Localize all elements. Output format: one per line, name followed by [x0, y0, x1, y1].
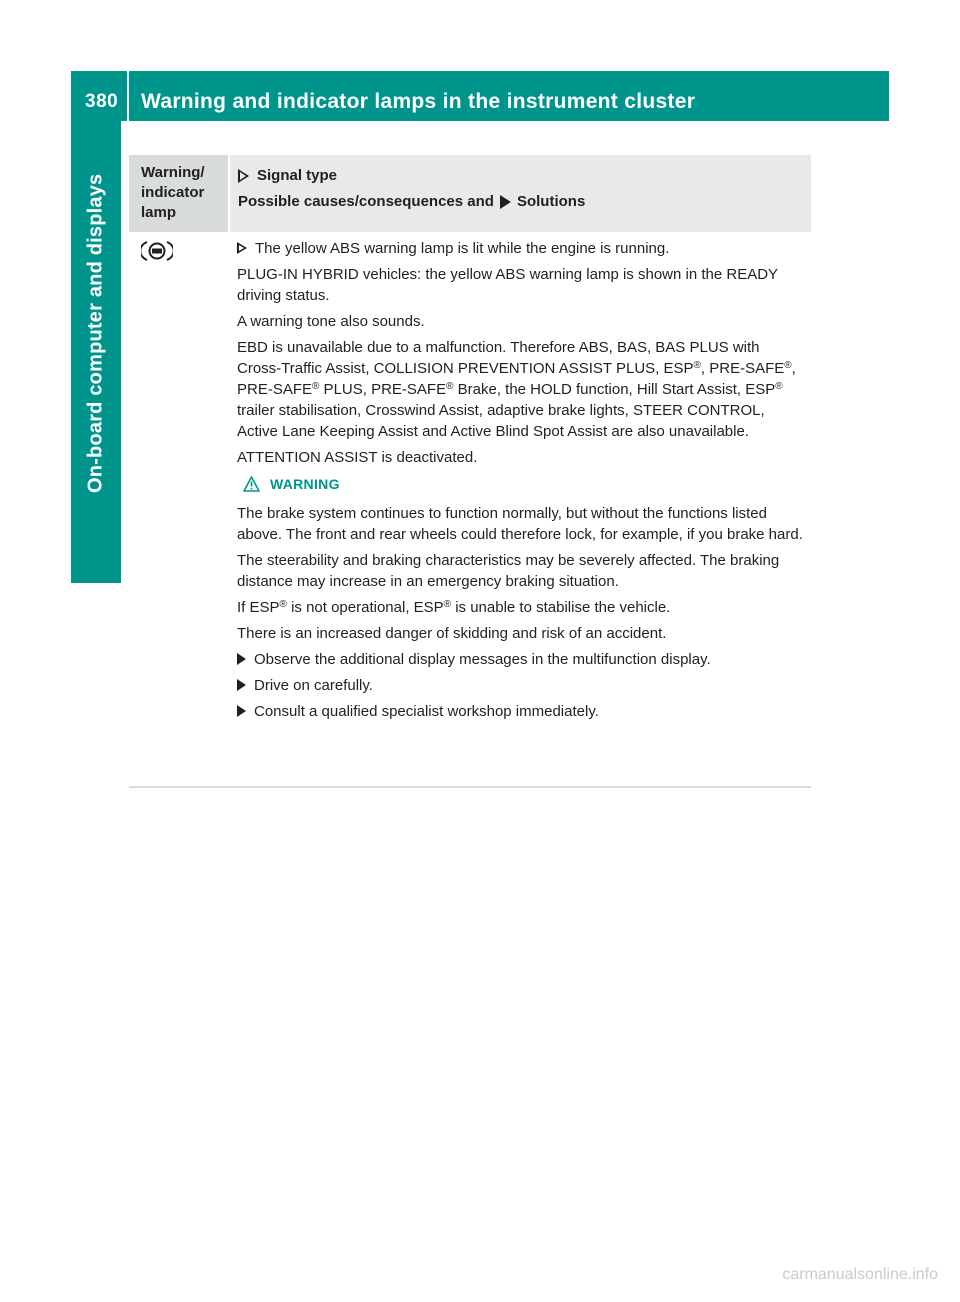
action-arrow-icon	[237, 653, 246, 665]
action-item: Consult a qualified specialist workshop immediately.	[237, 701, 807, 722]
header-divider	[127, 71, 129, 121]
signal-paragraph: The yellow ABS warning lamp is lit while the engine is running.	[237, 238, 807, 259]
warning-description	[237, 238, 807, 727]
page-header	[71, 71, 889, 121]
action-item: Drive on carefully.	[237, 675, 807, 696]
chapter-label: On-board computer and displays	[84, 173, 107, 493]
signal-type-heading	[238, 163, 811, 189]
action-arrow-icon	[237, 679, 246, 691]
solutions-label: Solutions	[516, 193, 586, 210]
table-header	[129, 155, 811, 232]
warning-paragraph-3: If ESP® is not operational, ESP® is unable to stabilise the vehicle.	[237, 599, 671, 616]
column-header-details	[230, 155, 811, 232]
causes-label: Possible causes/consequences and	[238, 193, 494, 210]
hybrid-paragraph: PLUG-IN HYBRID vehicles: the yellow ABS warning lamp is shown in the READY driving status.	[237, 266, 778, 304]
page-number: 380	[85, 91, 119, 112]
ebd-paragraph: EBD is unavailable due to a malfunction. Therefore ABS, BAS, BAS PLUS with Cross-Traffic Assist, COLLISION PREVENTION ASSIST PLUS, ESP®, PRE-SAFE®, PRE-SAFE® PLUS, PRE-SAFE® Brake, the HOLD function, Hill Start Assist, ESP® trailer stabilisation, Crosswind Assist, adaptive brake lights, STEER CONTROL, Active Lane Keeping Assist and Active Blind Spot Assist are also unavailable.	[237, 339, 796, 440]
warning-paragraph-1: The brake system continues to function normally, but without the functions listed above. The front and rear wheels could therefore lock, for example, if you brake hard.	[237, 505, 803, 543]
signal-triangle-icon	[237, 242, 247, 254]
warning-label: WARNING	[270, 475, 340, 492]
action-item: Observe the additional display messages in the multifunction display.	[237, 649, 807, 670]
solution-arrow-icon	[500, 195, 511, 209]
warning-paragraph-2: The steerability and braking characteristics may be severely affected. The braking distance may increase in an emergency braking situation.	[237, 552, 780, 590]
action-arrow-icon	[237, 705, 246, 717]
warning-triangle-icon	[243, 476, 260, 492]
column-header-lamp: Warning/ indicator lamp	[129, 155, 228, 232]
watermark: carmanualsonline.info	[782, 1266, 938, 1283]
tone-paragraph: A warning tone also sounds.	[237, 313, 425, 330]
causes-solutions-heading	[238, 189, 811, 215]
abs-warning-lamp-icon	[141, 240, 173, 262]
warning-heading	[243, 473, 807, 495]
signal-type-label: Signal type	[257, 167, 338, 184]
signal-triangle-icon	[238, 169, 249, 183]
attention-assist-paragraph: ATTENTION ASSIST is deactivated.	[237, 449, 478, 466]
warning-paragraph-4: There is an increased danger of skidding and risk of an accident.	[237, 625, 667, 642]
page-title: Warning and indicator lamps in the instrument cluster	[141, 90, 696, 113]
table-bottom-rule	[129, 786, 811, 788]
